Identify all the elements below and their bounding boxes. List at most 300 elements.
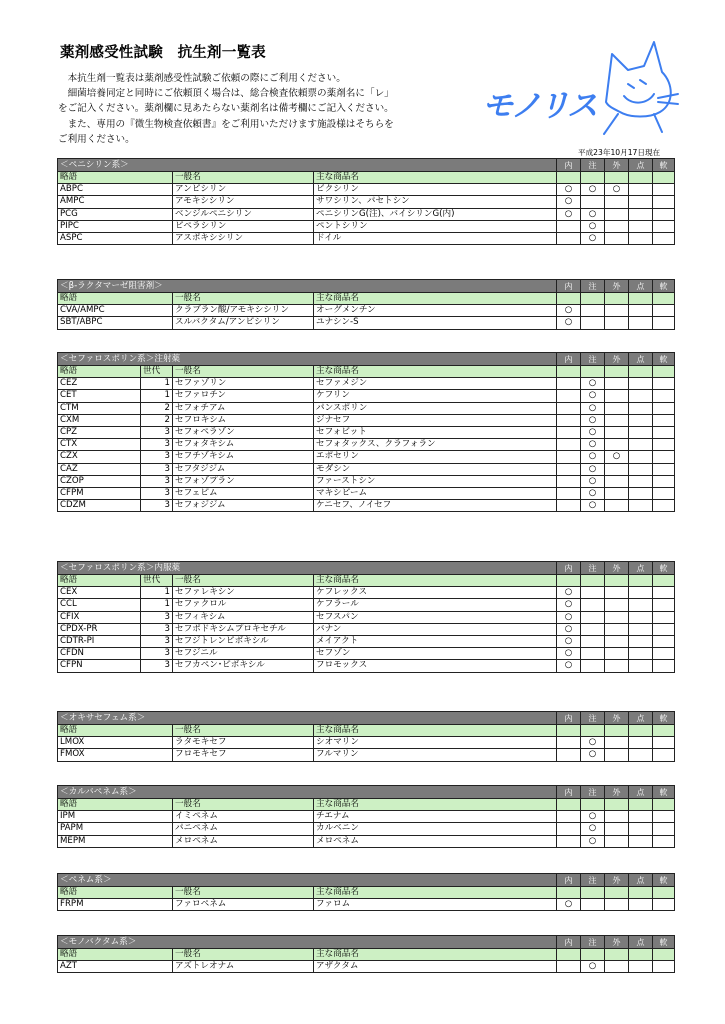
route-flag-header: 外 xyxy=(605,159,629,172)
route-cell xyxy=(653,426,675,438)
route-flag-header: 軟 xyxy=(653,786,675,799)
generic-name: メロペネム xyxy=(173,835,314,847)
route-flag-header: 外 xyxy=(605,562,629,575)
route-cell xyxy=(653,451,675,463)
route-cell xyxy=(557,390,581,402)
intro-line: をご記入ください。薬剤欄に見あたらない薬剤名は備考欄にご記入ください。 xyxy=(58,103,394,115)
route-cell xyxy=(605,737,629,749)
generic-name: イミペネム xyxy=(173,811,314,823)
abbreviation: ASPC xyxy=(58,232,173,244)
route-cell xyxy=(629,184,653,196)
route-cell xyxy=(653,949,675,961)
route-cell xyxy=(605,599,629,611)
route-cell xyxy=(653,749,675,761)
table-row xyxy=(58,899,675,911)
route-cell xyxy=(629,402,653,414)
brand-name: ケフリン xyxy=(314,390,557,402)
generic-name: アスポキシシリン xyxy=(173,232,314,244)
route-cell xyxy=(629,660,653,672)
route-cell xyxy=(629,196,653,208)
route-flag-header: 外 xyxy=(605,786,629,799)
route-cell xyxy=(629,293,653,305)
table-row xyxy=(58,439,675,451)
route-flag-header: 注 xyxy=(581,786,605,799)
generic-name: セフィキシム xyxy=(173,611,314,623)
brand-name: セフォタックス、クラフォラン xyxy=(314,439,557,451)
intro-line: 本抗生剤一覧表は薬剤感受性試験ご依頼の際にご利用ください。 xyxy=(58,73,346,84)
abbreviation: CFPN xyxy=(58,660,141,672)
generic-name: ファロペネム xyxy=(173,899,314,911)
route-cell xyxy=(653,737,675,749)
brand-name: メイアクト xyxy=(314,635,557,647)
abbreviation: CFDN xyxy=(58,648,141,660)
route-flag-header: 点 xyxy=(629,353,653,366)
route-cell xyxy=(605,623,629,635)
route-cell xyxy=(629,500,653,512)
route-flag-header: 注 xyxy=(581,936,605,949)
brand-name: ケフレックス xyxy=(314,587,557,599)
column-header: 略語 xyxy=(58,799,173,811)
route-cell xyxy=(629,378,653,390)
generic-name: フロモキセフ xyxy=(173,749,314,761)
abbreviation: CVA/AMPC xyxy=(58,305,173,317)
route-cell xyxy=(557,172,581,184)
available-mark: ○ xyxy=(581,823,605,835)
route-cell xyxy=(557,439,581,451)
table-row xyxy=(58,220,675,232)
page-title: 薬剤感受性試験 抗生剤一覧表 xyxy=(60,45,266,61)
available-mark: ○ xyxy=(557,635,581,647)
abbreviation: AZT xyxy=(58,961,173,973)
generation: 2 xyxy=(141,402,173,414)
abbreviation: CDZM xyxy=(58,500,141,512)
abbreviation: FMOX xyxy=(58,749,173,761)
route-cell xyxy=(605,887,629,899)
route-flag-header: 注 xyxy=(581,353,605,366)
route-cell xyxy=(557,463,581,475)
route-cell xyxy=(629,220,653,232)
generic-name: セフチゾキシム xyxy=(173,451,314,463)
abbreviation: PAPM xyxy=(58,823,173,835)
available-mark: ○ xyxy=(557,305,581,317)
table-row xyxy=(58,390,675,402)
route-cell xyxy=(605,648,629,660)
available-mark: ○ xyxy=(557,611,581,623)
generation: 3 xyxy=(141,660,173,672)
column-header: 主な商品名 xyxy=(314,575,557,587)
route-cell xyxy=(581,648,605,660)
route-cell xyxy=(653,599,675,611)
route-cell xyxy=(557,799,581,811)
brand-name: ファロム xyxy=(314,899,557,911)
available-mark: ○ xyxy=(581,463,605,475)
route-flag-header: 注 xyxy=(581,712,605,725)
section-title: ＜β-ラクタマーゼ阻害剤＞ xyxy=(58,280,557,293)
route-flag-header: 点 xyxy=(629,159,653,172)
generic-name: セフォタキシム xyxy=(173,439,314,451)
generation: 3 xyxy=(141,623,173,635)
route-cell xyxy=(557,293,581,305)
column-header: 一般名 xyxy=(173,575,314,587)
route-cell xyxy=(629,887,653,899)
generic-name: セフジニル xyxy=(173,648,314,660)
table-row xyxy=(58,811,675,823)
abbreviation: IPM xyxy=(58,811,173,823)
table-row xyxy=(58,623,675,635)
route-cell xyxy=(557,451,581,463)
table-row xyxy=(58,402,675,414)
route-flag-header: 内 xyxy=(557,786,581,799)
brand-name: ケフラール xyxy=(314,599,557,611)
section-title: ＜カルバペネム系＞ xyxy=(58,786,557,799)
route-flag-header: 内 xyxy=(557,280,581,293)
route-cell xyxy=(629,575,653,587)
route-cell xyxy=(653,487,675,499)
section-title: ＜ペネム系＞ xyxy=(58,874,557,887)
column-header: 略語 xyxy=(58,575,141,587)
route-cell xyxy=(605,500,629,512)
route-cell xyxy=(557,887,581,899)
table-row xyxy=(58,749,675,761)
route-cell xyxy=(557,220,581,232)
available-mark: ○ xyxy=(581,378,605,390)
route-cell xyxy=(557,378,581,390)
abbreviation: CAZ xyxy=(58,463,141,475)
logo-text: モノリス xyxy=(482,88,598,123)
route-cell xyxy=(605,823,629,835)
route-cell xyxy=(557,823,581,835)
column-header: 主な商品名 xyxy=(314,366,557,378)
available-mark: ○ xyxy=(557,648,581,660)
route-flag-header: 軟 xyxy=(653,874,675,887)
route-flag-header: 点 xyxy=(629,936,653,949)
route-cell xyxy=(653,475,675,487)
route-flag-header: 外 xyxy=(605,874,629,887)
table-row xyxy=(58,648,675,660)
brand-name: エポセリン xyxy=(314,451,557,463)
route-cell xyxy=(557,749,581,761)
available-mark: ○ xyxy=(581,500,605,512)
route-flag-header: 注 xyxy=(581,562,605,575)
route-cell xyxy=(557,487,581,499)
available-mark: ○ xyxy=(605,184,629,196)
route-cell xyxy=(605,208,629,220)
route-flag-header: 外 xyxy=(605,353,629,366)
table-row xyxy=(58,611,675,623)
route-cell xyxy=(629,475,653,487)
route-cell xyxy=(629,439,653,451)
route-cell xyxy=(653,635,675,647)
available-mark: ○ xyxy=(581,749,605,761)
route-cell xyxy=(605,475,629,487)
brand-name: モダシン xyxy=(314,463,557,475)
route-cell xyxy=(605,487,629,499)
available-mark: ○ xyxy=(581,475,605,487)
route-cell xyxy=(605,635,629,647)
available-mark: ○ xyxy=(557,196,581,208)
available-mark: ○ xyxy=(581,835,605,847)
available-mark: ○ xyxy=(581,439,605,451)
route-cell xyxy=(653,317,675,329)
antibiotic-section-table xyxy=(57,935,675,973)
route-cell xyxy=(605,220,629,232)
brand-name: ペニシリンG(注)、バイシリンG(内) xyxy=(314,208,557,220)
generation: 3 xyxy=(141,648,173,660)
route-cell xyxy=(581,725,605,737)
route-cell xyxy=(629,463,653,475)
route-cell xyxy=(629,599,653,611)
brand-name: アザクタム xyxy=(314,961,557,973)
route-cell xyxy=(653,293,675,305)
section-title: ＜セファロスポリン系＞注射薬 xyxy=(58,353,557,366)
table-row xyxy=(58,835,675,847)
route-cell xyxy=(653,220,675,232)
abbreviation: CFPM xyxy=(58,487,141,499)
route-cell xyxy=(653,887,675,899)
route-cell xyxy=(653,305,675,317)
route-cell xyxy=(557,725,581,737)
column-header: 世代 xyxy=(141,575,173,587)
column-header: 略語 xyxy=(58,366,141,378)
route-cell xyxy=(557,949,581,961)
abbreviation: AMPC xyxy=(58,196,173,208)
route-cell xyxy=(581,799,605,811)
route-cell xyxy=(605,961,629,973)
route-flag-header: 内 xyxy=(557,712,581,725)
route-cell xyxy=(629,737,653,749)
route-cell xyxy=(581,575,605,587)
abbreviation: CEX xyxy=(58,587,141,599)
brand-name: ケニセフ、ノイセフ xyxy=(314,500,557,512)
generic-name: ピペラシリン xyxy=(173,220,314,232)
route-cell xyxy=(581,635,605,647)
generic-name: アンピシリン xyxy=(173,184,314,196)
available-mark: ○ xyxy=(581,414,605,426)
available-mark: ○ xyxy=(557,317,581,329)
route-cell xyxy=(605,749,629,761)
available-mark: ○ xyxy=(581,451,605,463)
table-row xyxy=(58,232,675,244)
column-header: 略語 xyxy=(58,949,173,961)
route-flag-header: 軟 xyxy=(653,936,675,949)
abbreviation: MEPM xyxy=(58,835,173,847)
route-cell xyxy=(629,172,653,184)
route-cell xyxy=(629,587,653,599)
route-cell xyxy=(581,599,605,611)
brand-name: ドイル xyxy=(314,232,557,244)
route-cell xyxy=(629,414,653,426)
brand-name: メロペネム xyxy=(314,835,557,847)
route-cell xyxy=(653,232,675,244)
route-flag-header: 注 xyxy=(581,280,605,293)
abbreviation: CCL xyxy=(58,599,141,611)
column-header: 一般名 xyxy=(173,799,314,811)
antibiotic-section-table xyxy=(57,561,675,673)
route-cell xyxy=(581,305,605,317)
route-cell xyxy=(581,949,605,961)
generic-name: セフォチアム xyxy=(173,402,314,414)
route-cell xyxy=(653,184,675,196)
antibiotic-section-table xyxy=(57,279,675,330)
generation: 3 xyxy=(141,500,173,512)
column-header: 一般名 xyxy=(173,725,314,737)
route-cell xyxy=(653,575,675,587)
column-header: 世代 xyxy=(141,366,173,378)
column-header: 略語 xyxy=(58,172,173,184)
available-mark: ○ xyxy=(581,426,605,438)
brand-name: セフゾン xyxy=(314,648,557,660)
abbreviation: CXM xyxy=(58,414,141,426)
route-cell xyxy=(605,378,629,390)
route-cell xyxy=(605,232,629,244)
route-cell xyxy=(605,305,629,317)
column-header: 主な商品名 xyxy=(314,887,557,899)
generation: 3 xyxy=(141,475,173,487)
brand-name: ペントシリン xyxy=(314,220,557,232)
antibiotic-section-table xyxy=(57,873,675,911)
generic-name: セフポドキシムプロキセチル xyxy=(173,623,314,635)
available-mark: ○ xyxy=(557,184,581,196)
available-mark: ○ xyxy=(581,184,605,196)
route-flag-header: 内 xyxy=(557,353,581,366)
column-header: 主な商品名 xyxy=(314,293,557,305)
route-cell xyxy=(629,961,653,973)
section-title: ＜オキサセフェム系＞ xyxy=(58,712,557,725)
generic-name: セフォゾプラン xyxy=(173,475,314,487)
generic-name: セフォジジム xyxy=(173,500,314,512)
generic-name: セフタジジム xyxy=(173,463,314,475)
brand-name: サワシリン、パセトシン xyxy=(314,196,557,208)
generic-name: アモキシシリン xyxy=(173,196,314,208)
route-cell xyxy=(653,378,675,390)
available-mark: ○ xyxy=(557,599,581,611)
route-cell xyxy=(653,196,675,208)
route-cell xyxy=(557,426,581,438)
route-cell xyxy=(605,293,629,305)
route-cell xyxy=(629,811,653,823)
intro-line: また、専用の『微生物検査依頼書』をご利用いただけます施設様はそちらを xyxy=(58,118,394,130)
intro-line: 細菌培養同定と同時にご依頼頂く場合は、総合検査依頼票の薬剤名に「レ」 xyxy=(58,88,394,100)
generic-name: スルバクタム/アンピシリン xyxy=(173,317,314,329)
generic-name: セファクロル xyxy=(173,599,314,611)
monolith-logo xyxy=(478,36,688,138)
route-cell xyxy=(653,390,675,402)
route-cell xyxy=(629,451,653,463)
route-cell xyxy=(557,835,581,847)
table-row xyxy=(58,475,675,487)
generation: 3 xyxy=(141,426,173,438)
abbreviation: CDTR-PI xyxy=(58,635,141,647)
route-cell xyxy=(605,899,629,911)
column-header: 略語 xyxy=(58,293,173,305)
route-flag-header: 点 xyxy=(629,874,653,887)
route-cell xyxy=(629,611,653,623)
available-mark: ○ xyxy=(581,220,605,232)
route-cell xyxy=(605,725,629,737)
table-row xyxy=(58,823,675,835)
antibiotic-section-table xyxy=(57,785,675,848)
route-cell xyxy=(629,949,653,961)
brand-name: セフスパン xyxy=(314,611,557,623)
available-mark: ○ xyxy=(557,660,581,672)
route-cell xyxy=(605,463,629,475)
abbreviation: CZX xyxy=(58,451,141,463)
route-cell xyxy=(629,487,653,499)
route-cell xyxy=(605,317,629,329)
route-cell xyxy=(581,587,605,599)
available-mark: ○ xyxy=(557,587,581,599)
brand-name: ビクシリン xyxy=(314,184,557,196)
route-cell xyxy=(557,414,581,426)
available-mark: ○ xyxy=(557,623,581,635)
route-cell xyxy=(605,835,629,847)
generic-name: クラブラン酸/アモキシシリン xyxy=(173,305,314,317)
route-flag-header: 軟 xyxy=(653,280,675,293)
route-cell xyxy=(581,317,605,329)
table-row xyxy=(58,426,675,438)
cat-mascot-icon xyxy=(606,42,671,117)
route-cell xyxy=(605,660,629,672)
route-cell xyxy=(653,725,675,737)
brand-name: チエナム xyxy=(314,811,557,823)
route-cell xyxy=(653,439,675,451)
route-cell xyxy=(605,587,629,599)
abbreviation: CFIX xyxy=(58,611,141,623)
route-cell xyxy=(629,725,653,737)
column-header: 一般名 xyxy=(173,949,314,961)
section-title: ＜セファロスポリン系＞内服薬 xyxy=(58,562,557,575)
generic-name: パニペネム xyxy=(173,823,314,835)
route-cell xyxy=(557,232,581,244)
route-cell xyxy=(653,463,675,475)
available-mark: ○ xyxy=(605,451,629,463)
route-cell xyxy=(605,575,629,587)
abbreviation: CPDX-PR xyxy=(58,623,141,635)
abbreviation: CEZ xyxy=(58,378,141,390)
route-cell xyxy=(629,390,653,402)
generic-name: ベンジルペニシリン xyxy=(173,208,314,220)
generic-name: セフロキシム xyxy=(173,414,314,426)
route-flag-header: 注 xyxy=(581,159,605,172)
brand-name: ユナシン-S xyxy=(314,317,557,329)
generic-name: セフジトレンピボキシル xyxy=(173,635,314,647)
generic-name: セフカペン･ピボキシル xyxy=(173,660,314,672)
route-cell xyxy=(629,232,653,244)
brand-name: ジナセフ xyxy=(314,414,557,426)
generation: 3 xyxy=(141,487,173,499)
route-cell xyxy=(557,500,581,512)
route-cell xyxy=(581,172,605,184)
brand-name: パンスポリン xyxy=(314,402,557,414)
generic-name: セファレキシン xyxy=(173,587,314,599)
route-cell xyxy=(581,887,605,899)
section-title: ＜ペニシリン系＞ xyxy=(58,159,557,172)
route-cell xyxy=(629,823,653,835)
route-cell xyxy=(605,439,629,451)
generation: 2 xyxy=(141,414,173,426)
brand-name: フロモックス xyxy=(314,660,557,672)
table-row xyxy=(58,660,675,672)
table-row xyxy=(58,208,675,220)
generation: 1 xyxy=(141,599,173,611)
abbreviation: CZOP xyxy=(58,475,141,487)
brand-name: マキシピーム xyxy=(314,487,557,499)
generic-name: ラタモキセフ xyxy=(173,737,314,749)
generation: 1 xyxy=(141,587,173,599)
available-mark: ○ xyxy=(581,737,605,749)
route-cell xyxy=(581,623,605,635)
route-cell xyxy=(629,899,653,911)
